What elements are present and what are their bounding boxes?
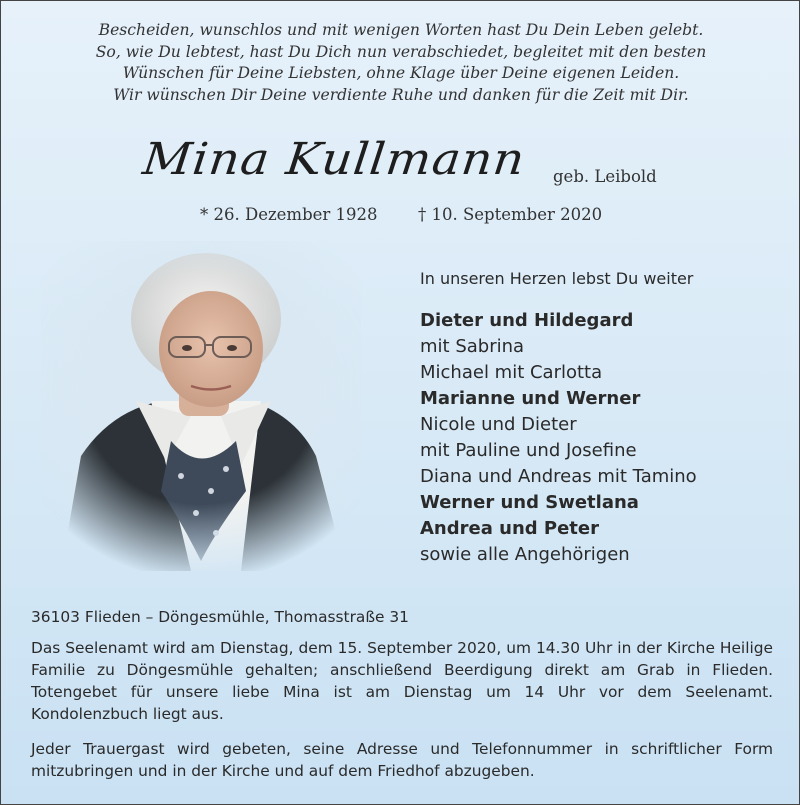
members-list xyxy=(420,308,790,568)
family-member: Nicole und Dieter xyxy=(420,414,577,435)
poem-line: Wir wünschen Dir Deine verdiente Ruhe und danken für die Zeit mit Dir. xyxy=(113,85,689,104)
guest-notice: Jeder Trauergast wird gebeten, seine Adresse und Telefonnummer in schriftlicher Form mitzubringen und in der Kirche und auf dem Friedhof abzugeben. xyxy=(31,740,773,780)
family-lead: In unseren Herzen lebst Du weiter xyxy=(420,269,694,288)
family-member: Andrea und Peter xyxy=(420,518,599,539)
death-date: † 10. September 2020 xyxy=(418,205,603,224)
deceased-name: Mina Kullmann xyxy=(140,134,528,185)
family-member: sowie alle Angehörigen xyxy=(420,544,630,565)
memorial-poem xyxy=(1,20,800,106)
family-member: Marianne und Werner xyxy=(420,388,641,409)
family-member: Werner und Swetlana xyxy=(420,492,639,513)
birth-date: * 26. Dezember 1928 xyxy=(200,205,378,224)
service-info: Das Seelenamt wird am Dienstag, dem 15. September 2020, um 14.30 Uhr in der Kirche Heilige Familie zu Döngesmühle gehalten; anschließend Beerdigung direkt am Grab in Flieden. Totengebet für unsere liebe Mina ist am Dienstag um 14 Uhr vor dem Seelenamt. Kondolenzbuch liegt aus. xyxy=(31,639,773,723)
deceased-name-row xyxy=(140,134,528,194)
family-member: mit Pauline und Josefine xyxy=(420,440,637,461)
family-list xyxy=(420,267,790,568)
family-member: Michael mit Carlotta xyxy=(420,362,603,383)
family-member: Diana und Andreas mit Tamino xyxy=(420,466,697,487)
family-member: mit Sabrina xyxy=(420,336,525,357)
family-member: Dieter und Hildegard xyxy=(420,310,634,331)
portrait-photo xyxy=(41,241,361,571)
poem-line: So, wie Du lebtest, hast Du Dich nun verabschiedet, begleitet mit den besten xyxy=(95,42,707,61)
address: 36103 Flieden – Döngesmühle, Thomasstraße 31 xyxy=(31,608,409,626)
poem-line: Wünschen für Deine Liebsten, ohne Klage über Deine eigenen Leiden. xyxy=(122,64,680,82)
poem-line: Bescheiden, wunschlos und mit wenigen Worten hast Du Dein Leben gelebt. xyxy=(98,21,704,39)
birth-name: geb. Leibold xyxy=(553,167,657,186)
